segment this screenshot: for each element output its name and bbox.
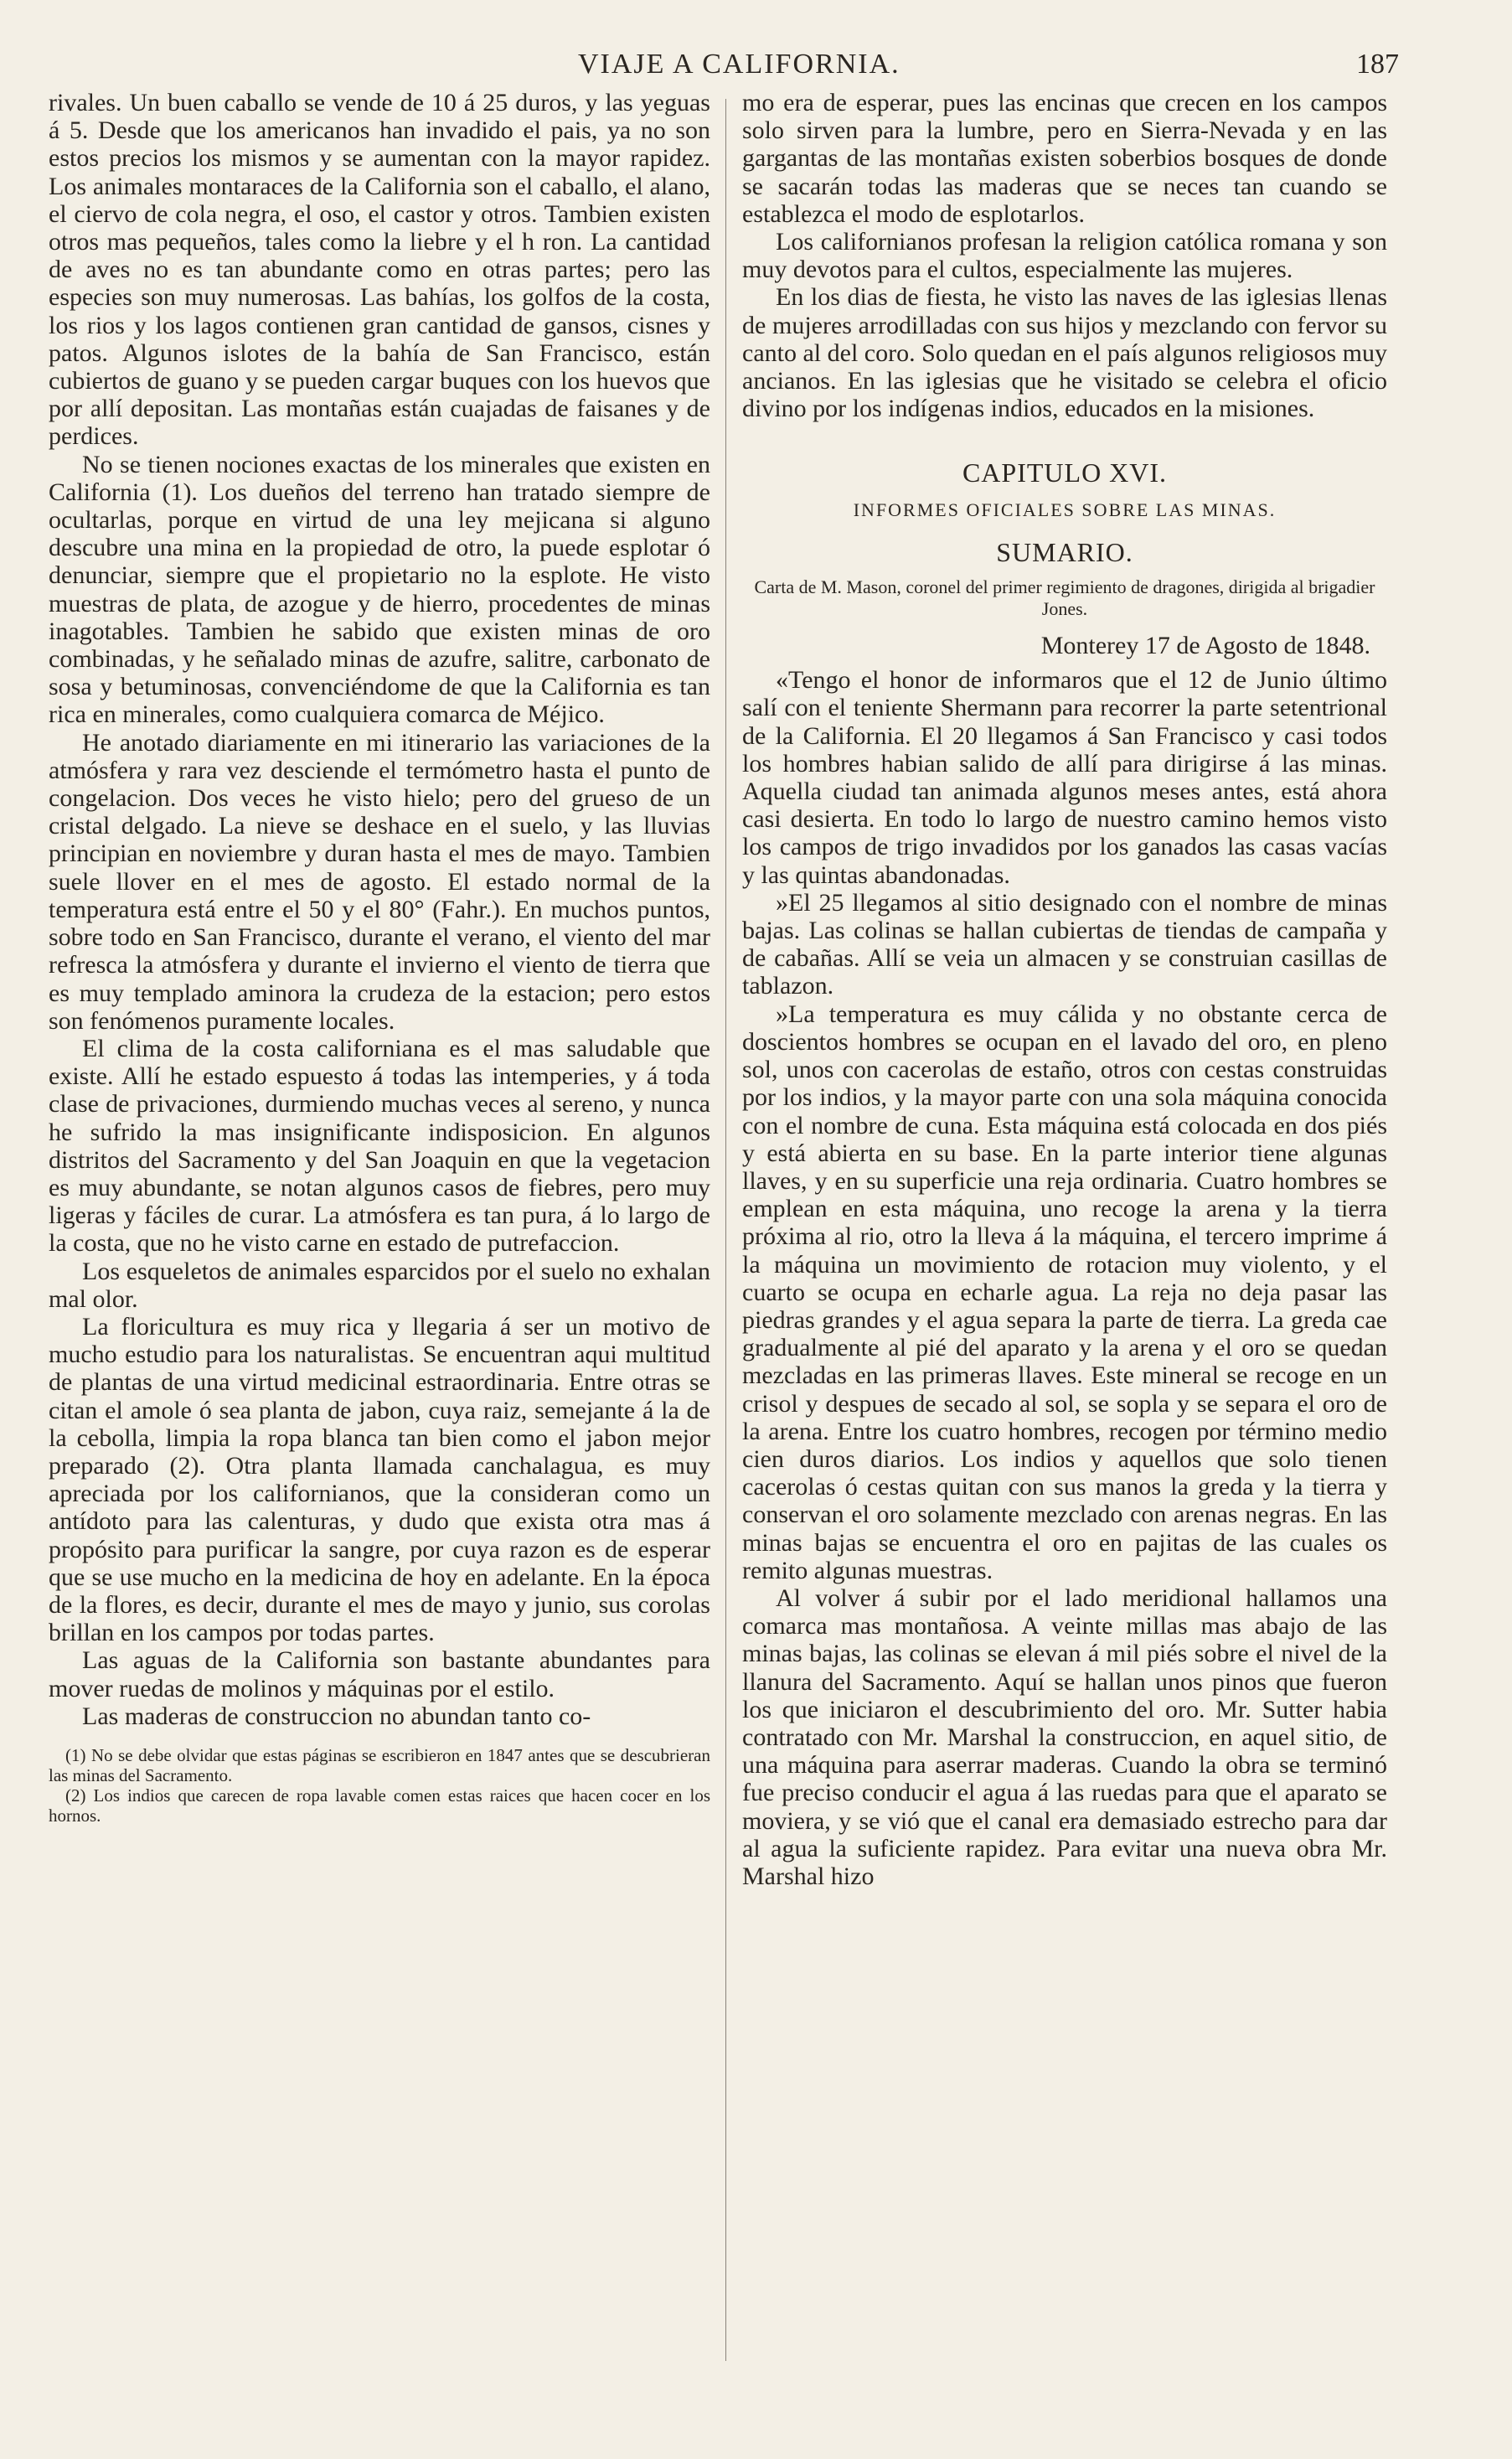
paragraph: Al volver á subir por el lado meridional hallamos una comarca mas montañosa. A veinte millas mas abajo de las minas bajas, las colinas se elevan á mil piés sobre el nivel de la llanura del Sacramento. Aquí se hallan unos pinos que fueron los que iniciaron el descubrimiento del oro. Mr. Sutter habia contratado con Mr. Marshal la construccion, en aquel sitio, de una máquina para aserrar maderas. Cuando la obra se terminó fue preciso conducir el agua á las ruedas para que el aparato se moviera, y se vió que el canal era demasiado estrecho para dar al agua la suficiente rapidez. Para evitar una nueva obra Mr. Marshal hizo: [742, 1583, 1387, 1890]
paragraph: Las aguas de la California son bastante abundantes para mover ruedas de molinos y máquinas por el estilo.: [49, 1646, 710, 1702]
footnote: (2) Los indios que carecen de ropa lavable comen estas raices que hacen cocer en los hornos.: [49, 1785, 710, 1826]
paragraph: El clima de la costa californiana es el mas saludable que existe. Allí he estado espuesto á todas las intemperies, y á toda clase de privaciones, durmiendo muchas veces al sereno, y nunca he sufrido la mas insignificante indisposicion. En algunos distritos del Sacramento y del San Joaquin en que la vegetacion es muy abundante, se notan algunos casos de fiebres, pero muy ligeras y fáciles de curar. La atmósfera es tan pura, á lo largo de la costa, que no he visto carne en estado de putrefaccion.: [49, 1034, 710, 1258]
left-column: [49, 89, 710, 1826]
paragraph: La floricultura es muy rica y llegaria á ser un motivo de mucho estudio para los naturalistas. Se encuentran aqui multitud de plantas de una virtud medicinal estraordinaria. Entre otras se citan el amole ó sea planta de jabon, cuya raiz, semejante á la de la cebolla, limpia la ropa blanca tan bien como el jabon mejor preparado (2). Otra planta llamada canchalagua, es muy apreciada por los californianos, que la consideran como un antídoto para las calenturas, y dudo que exista otra mas á propósito para purificar la sangre, por cuya razon es de esperar que se use mucho en la medicina de hoy en adelante. En la época de la flores, es decir, durante el mes de mayo y junio, sus corolas brillan en los campos por todas partes.: [49, 1312, 710, 1647]
paragraph: mo era de esperar, pues las encinas que crecen en los campos solo sirven para la lumbre, pero en Sierra-Nevada y en las gargantas de las montañas existen soberbios bosques de donde se sacarán todas las maderas que se neces tan cuando se establezca el modo de esplotarlos.: [742, 89, 1387, 228]
running-title: VIAJE A CALIFORNIA.: [578, 49, 900, 80]
column-divider: [725, 99, 726, 2361]
page-number: 187: [1356, 49, 1399, 80]
paragraph: Los californianos profesan la religion católica romana y son muy devotos para el cultos, especialmente las mujeres.: [742, 228, 1387, 284]
sumario-title: SUMARIO.: [996, 536, 1133, 567]
footnote: (1) No se debe olvidar que estas páginas se escribieron en 1847 antes que se descubrieran las minas del Sacramento.: [49, 1744, 710, 1785]
footnotes: [49, 1745, 710, 1826]
paragraph: En los dias de fiesta, he visto las naves de las iglesias llenas de mujeres arrodilladas con sus hijos y mezclando con fervor su canto al del coro. Solo quedan en el país algunos religiosos muy ancianos. En las iglesias que he visitado se celebra el oficio divino por los indígenas indios, educados en la misiones.: [742, 283, 1387, 423]
right-column: [742, 89, 1387, 1890]
paragraph: Las maderas de construccion no abundan tanto co-: [82, 1702, 591, 1730]
page-header: [0, 49, 1512, 85]
chapter-subtitle: INFORMES OFICIALES SOBRE LAS MINAS.: [853, 499, 1277, 520]
dateline: Monterey 17 de Agosto de 1848.: [1040, 632, 1370, 660]
paragraph: He anotado diariamente en mi itinerario las variaciones de la atmósfera y rara vez desciende el termómetro hasta el punto de congelacion. Dos veces he visto hielo; pero del grueso de un cristal delgado. La nieve se deshace en el suelo, y las lluvias principian en noviembre y duran hasta el mes de mayo. Tambien suele llover en el mes de agosto. El estado normal de la temperatura está entre el 50 y el 80° (Fahr.). En muchos puntos, sobre todo en San Francisco, durante el verano, el viento del mar refresca la atmósfera y durante el invierno el viento de tierra que es muy templado aminora la crudeza de la estacion; pero estos son fenómenos puramente locales.: [49, 728, 710, 1035]
paragraph: Los esqueletos de animales esparcidos por el suelo no exhalan mal olor.: [49, 1257, 710, 1313]
paragraph: »La temperatura es muy cálida y no obstante cerca de doscientos hombres se ocupan en el lavado del oro, en pleno sol, unos con cacerolas de estaño, otros con cestas construidas por los indios, y la mayor parte con una sola máquina conocida con el nombre de cuna. Esta máquina está colocada en dos piés y está abierta en su base. En la parte interior tiene algunas llaves, y en su superficie una reja ordinaria. Cuatro hombres se emplean en esta máquina, uno recoge la arena y la tierra próxima al rio, otro la lleva á la máquina, el tercero imprime á la máquina un movimiento de rotacion muy violento, y el cuarto se ocupa en echarle agua. La reja no deja pasar las piedras grandes y el agua separa la parte de tierra. La greda cae gradualmente al pié del aparato y la arena y el oro se quedan mezcladas en las primeras llaves. Este mineral se recoge en un crisol y despues de secado al sol, se sopla y se separa el oro de la arena. Entre los cuatro hombres, recogen por término medio cien duros diarios. Los indios y aquellos que solo tienen cacerolas ó cestas quitan con sus manos la greda y la tierra y conservan el oro solamente mezclado con arenas negras. En las minas bajas se encuentra el oro en pajitas de las cuales os remito algunas muestras.: [742, 1000, 1387, 1584]
letter-heading: Carta de M. Mason, coronel del primer regimiento de dragones, dirigida al brigadier Jones.: [754, 576, 1375, 620]
chapter-title: CAPITULO XVI.: [962, 457, 1168, 488]
paragraph: No se tienen nociones exactas de los minerales que existen en California (1). Los dueños del terreno han tratado siempre de ocultarlas, porque en virtud de una ley mejicana si alguno descubre una mina en la propiedad de otro, la puede esplotar ó denunciar, siempre que el propietario no la esplote. He visto muestras de plata, de azogue y de hierro, procedentes de minas inagotables. Tambien he sabido que existen minas de oro combinadas, y he señalado minas de azufre, salitre, carbonato de sosa y betuminosas, convenciéndome de que la California es tan rica en minerales, como cualquiera comarca de Méjico.: [49, 450, 710, 729]
paragraph: «Tengo el honor de informaros que el 12 de Junio último salí con el teniente Shermann para recorrer la parte setentrional de la California. El 20 llegamos á San Francisco y casi todos los hombres habian salido de allí para dirigirse á las minas. Aquella ciudad tan animada algunos meses antes, está ahora casi desierta. En todo lo largo de nuestro camino hemos visto los campos de trigo invadidos por los ganados las casas vacías y las quintas abandonadas.: [742, 666, 1387, 889]
paragraph: »El 25 llegamos al sitio designado con el nombre de minas bajas. Las colinas se hallan cubiertas de tiendas de campaña y de cabañas. Allí se veia un almacen y se construian casillas de tablazon.: [742, 888, 1387, 1000]
paragraph: rivales. Un buen caballo se vende de 10 á 25 duros, y las yeguas á 5. Desde que los americanos han invadido el pais, ya no son estos precios los mismos y se aumentan con la mayor rapidez. Los animales montaraces de la California son el caballo, el alano, el ciervo de cola negra, el oso, el castor y otros. Tambien existen otros mas pequeños, tales como la liebre y el h ron. La cantidad de aves no es tan abundante como en otras partes; pero las especies son muy numerosas. Las bahías, los golfos de la costa, los rios y los lagos contienen gran cantidad de gansos, cisnes y patos. Algunos islotes de la bahía de San Francisco, están cubiertos de guano y se pueden cargar buques con los huevos que por allí depositan. Las montañas están cuajadas de faisanes y de perdices.: [49, 89, 710, 451]
